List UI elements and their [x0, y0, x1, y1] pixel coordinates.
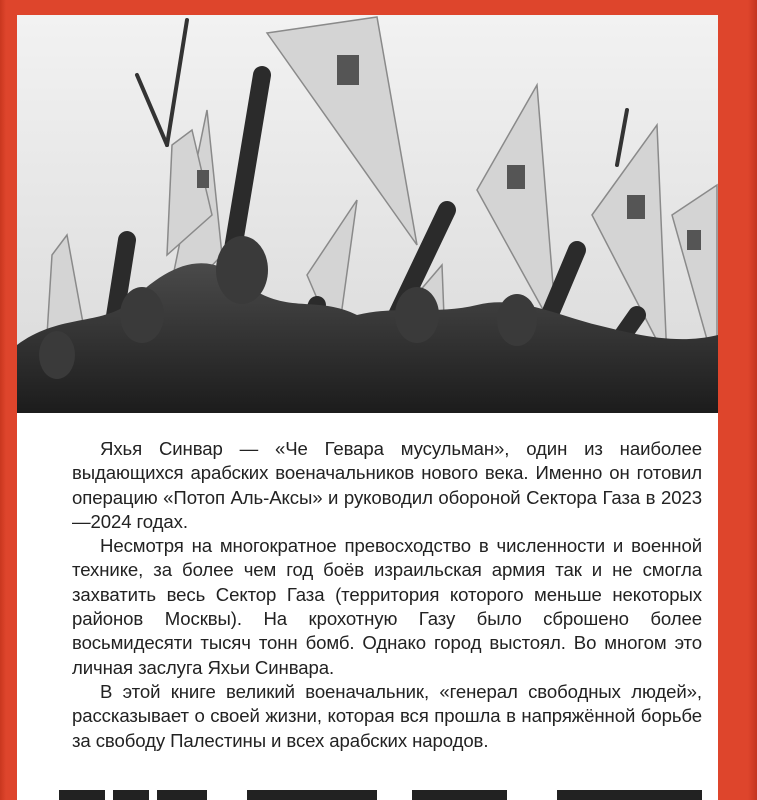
barcode-bar — [412, 790, 507, 800]
flag-bearers-photo — [17, 15, 718, 413]
blurb-paragraph-1: Яхья Синвар — «Че Гевара мусульман», один из наиболее выдающихся арабских военачальников нового века. Именно он готовил операцию «Потоп Аль-Аксы» и руководил обороной Сектора Газа в 2023—2024 годах. — [72, 438, 702, 532]
cover-photo — [17, 15, 718, 413]
blurb-paragraph-3: В этой книге великий военачальник, «генерал свободных людей», рассказывает о своей жизни, которая вся прошла в напряжённой борьбе за свободу Палестины и всех арабских народов. — [72, 680, 702, 751]
blurb-paragraph-2: Несмотря на многократное превосходство в численности и военной технике, за более чем год боёв израильская армия так и не смогла захватить весь Сектор Газа (территория которого меньше некоторых районов Москвы). На крохотную Газу было сброшено более восьмидесяти тысяч тонн бомб. Однако город выстоял. Во многом это личная заслуга Яхьи Синвара. — [72, 535, 702, 678]
barcode-bar — [247, 790, 377, 800]
barcode-bar — [157, 790, 207, 800]
barcode-strip — [17, 790, 718, 800]
barcode-bar — [557, 790, 702, 800]
book-blurb — [72, 437, 702, 753]
barcode-bar — [59, 790, 105, 800]
barcode-bar — [113, 790, 149, 800]
